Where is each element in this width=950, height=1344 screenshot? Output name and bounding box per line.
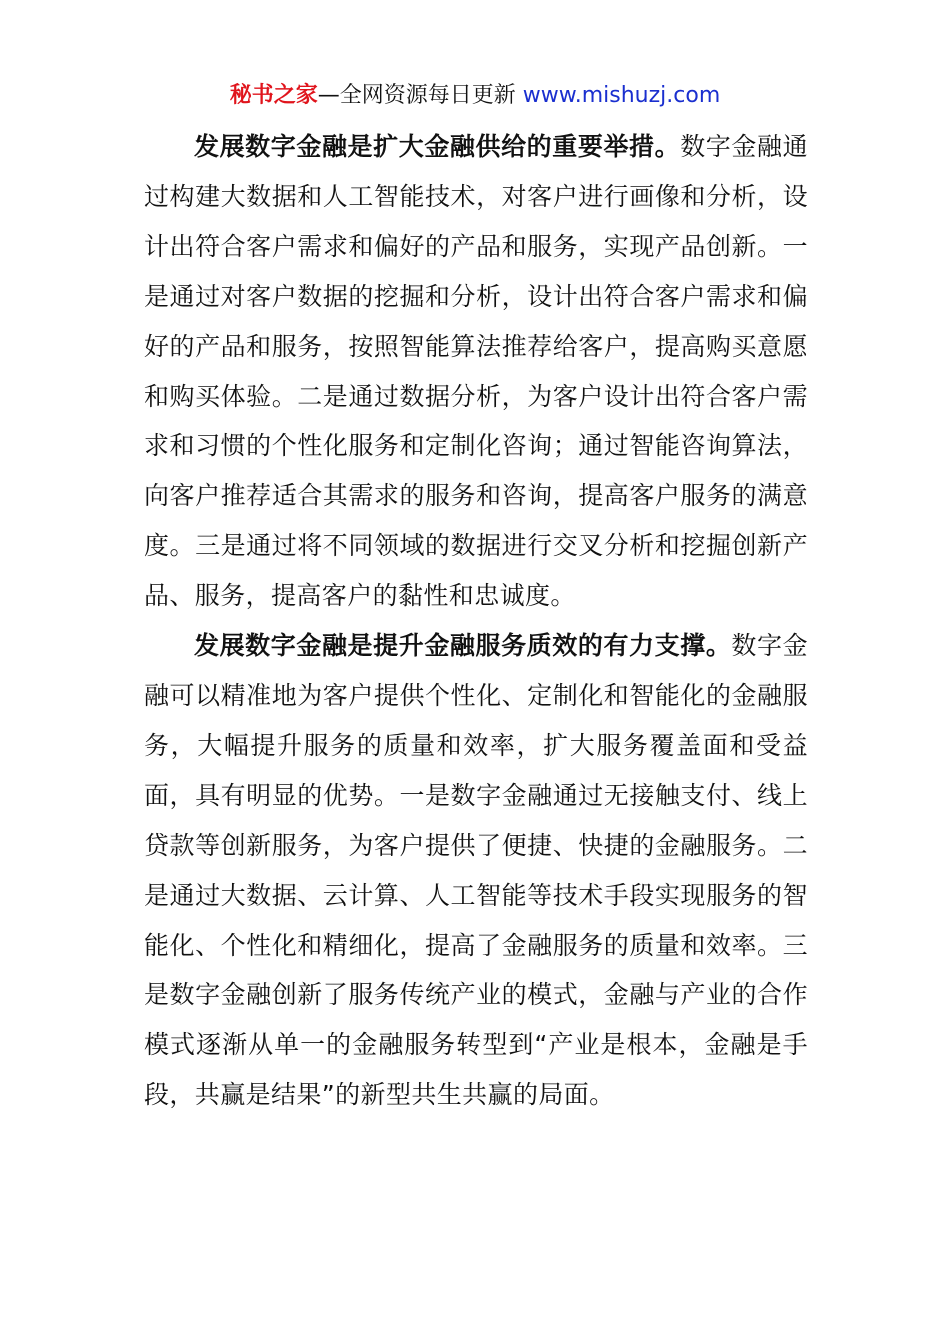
- header-tagline: —全网资源每日更新: [317, 83, 523, 108]
- paragraph-1: [144, 122, 808, 621]
- paragraph-2-lead: 发展数字金融是提升金融服务质效的有力支撑。: [194, 631, 732, 661]
- paragraph-2-text: 数字金融可以精准地为客户提供个性化、定制化和智能化的金融服务，大幅提升服务的质量和效率，扩大服务覆盖面和受益面，具有明显的优势。一是数字金融通过无接触支付、线上贷款等创新服务，为客户提供了便捷、快捷的金融服务。二是通过大数据、云计算、人工智能等技术手段实现服务的智能化、个性化和精细化，提高了金融服务的质量和效率。三是数字金融创新了服务传统产业的模式，金融与产业的合作模式逐渐从单一的金融服务转型到“产业是根本，金融是手段，共赢是结果”的新型共生共赢的局面。: [144, 631, 809, 1110]
- article-body: [144, 122, 808, 1120]
- site-url-link[interactable]: www.mishuzj.com: [522, 83, 721, 108]
- brand-name: 秘书之家: [229, 83, 318, 108]
- paragraph-1-text: 数字金融通过构建大数据和人工智能技术，对客户进行画像和分析，设计出符合客户需求和偏好的产品和服务，实现产品创新。一是通过对客户数据的挖掘和分析，设计出符合客户需求和偏好的产品和服务，按照智能算法推荐给客户，提高购买意愿和购买体验。二是通过数据分析，为客户设计出符合客户需求和习惯的个性化服务和定制化咨询；通过智能咨询算法，向客户推荐适合其需求的服务和咨询，提高客户服务的满意度。三是通过将不同领域的数据进行交叉分析和挖掘创新产品、服务，提高客户的黏性和忠诚度。: [144, 132, 808, 611]
- paragraph-1-lead: 发展数字金融是扩大金融供给的重要举措。: [194, 132, 681, 161]
- site-header: [0, 80, 950, 112]
- paragraph-2: [144, 621, 808, 1120]
